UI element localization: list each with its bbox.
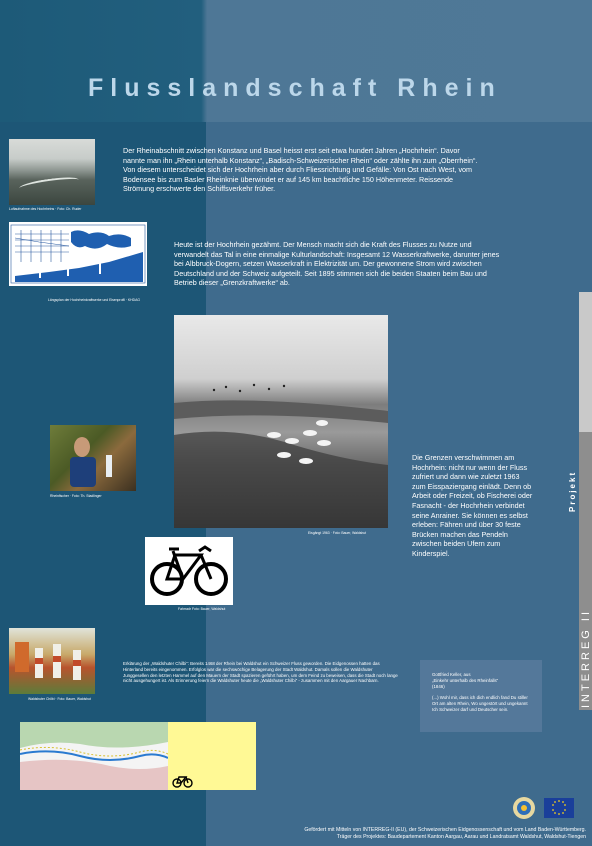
footer-line-2: Träger des Projektes: Baudepartement Kanton Aargau, Aarau und Landratsamt Waldshut, Waldshut-Tiengen [336,834,586,840]
hochrhein-map [20,722,168,790]
fisherman-photo [50,425,136,491]
poem-work: „Einkehr unterhalb des Rheinfalls“ [432,678,499,683]
poem-text: (...) Wohl mir, dass ich dich endlich fand Du stiller Ort am alten Rhein, Wo ungestört und ungekannt Ich Schweizer darf und Deutscher sein. [432,695,528,712]
diagram-caption: Längsplan der Hochrheinkraftwerke und Eisenprofil · KHDAG [48,298,140,302]
borders-paragraph: Die Grenzen verschwimmen am Hochrhein: nicht nur wenn der Fluss zufriert und dann wie zuletzt 1963 zum Eisspaziergang einlädt. Denn ob Arbeit oder Freizeit, ob Fischerei oder Fasnacht - der Hochrhein verbindet seine Anrainer. Sie können es selbst erleben: Fähren und über 30 feste Brücken machen das Pendeln zwischen beiden Ufern zum Kinderspiel. [412,453,533,558]
side-label-interreg: INTERREG II [580,608,592,708]
funding-footer [258,827,586,841]
map-yellow-panel [168,722,256,790]
intro-paragraph: Der Rheinabschnitt zwischen Konstanz und Basel heisst erst seit etwa hundert Jahren „Hochrhein“. Davor nannte man ihn „Rhein unterhalb Konstanz“, „Badisch-Schweizerischer Rhein“ oder zählte ihn zum „Oberrhein“. Von diesem unterscheidet sich der Hochrhein aber durch Fliessrichtung und Gefälle: Von Ost nach West, vom Bodensee bis zum Basler Rheinknie überwindet er auf 145 km beachtliche 150 Höhenmeter. Reissende Strömung erschwerte den Schiffsverkehr früher. [123,146,478,194]
parade-caption: Waldshuter Chilbi · Foto: Bauer, Waldshut [28,697,91,701]
swans-caption: Eisgängt 1963 · Foto: Bauer, Waldshut [308,531,367,535]
footer-line-1: Gefördert mit Mitteln von INTERREG-II (EU), der Schweizerischen Eidgenossenschaft und vom Land Baden-Württemberg. [304,827,586,833]
poem-year: (1846) [432,684,445,689]
chilbi-paragraph: Erklärung der „Waldshuter Chilbi“: Bereits 1468 der Rhein bei Waldshut ein Schweizer Fluss geworden. Die Eidgenossen hatten das Hinterland bereits eingenommen. Erfolglos war die sechswöchige Belagerung der Stadt Waldshut. Damals sollen die Waldshuter Junggesellen den letzten Hammel auf den Mauern der Stadt spazieren geführt haben, um dem Feind zu beweisen, dass die Stadt noch lange nicht ausgehungert ist. Als Erinnerung feiern die Waldshuter heute die „Waldshuter Chilbi“ - zusammen mit den Aargauer Nachbarn. [123,661,398,684]
bicycle-caption: Fahrradr Foto: Bauer, Waldshut [178,607,226,611]
chilbi-parade-photo [9,628,95,694]
bicycle-image [145,537,233,605]
aerial-caption: Luftaufnahme des Hochrheins · Foto: Ch. Ruder [9,207,82,211]
fisherman-caption: Rheinfischer · Foto: Th. Stadlinger [50,494,102,498]
frozen-rhine-swans-photo [174,315,388,528]
side-strip-light [579,292,592,432]
hydropower-paragraph: Heute ist der Hochrhein gezähmt. Der Mensch macht sich die Kraft des Flusses zu Nutze und verwandelt das Tal in eine einmalige Kulturlandschaft: Insgesamt 12 Wasserkraftwerke, darunter jenes bei Albbruck-Dogern, setzen Wasserkraft in Elektrizität um. Der gewonnene Strom wird zwischen Deutschland und der Schweiz aufgeteilt. Seit 1895 stimmen sich die beiden Staaten beim Bau und Betrieb dieser „Grenzkraftwerke“ ab. [174,240,500,288]
sponsor-logos [510,796,576,820]
header-band [0,0,592,122]
poem-author: Gottfried Keller, aus [432,672,471,677]
aerial-photo [9,139,95,205]
side-label-projekt: Projekt [568,470,577,512]
power-plant-diagram [9,222,147,286]
poster-title: Flusslandschaft Rhein [88,74,502,102]
